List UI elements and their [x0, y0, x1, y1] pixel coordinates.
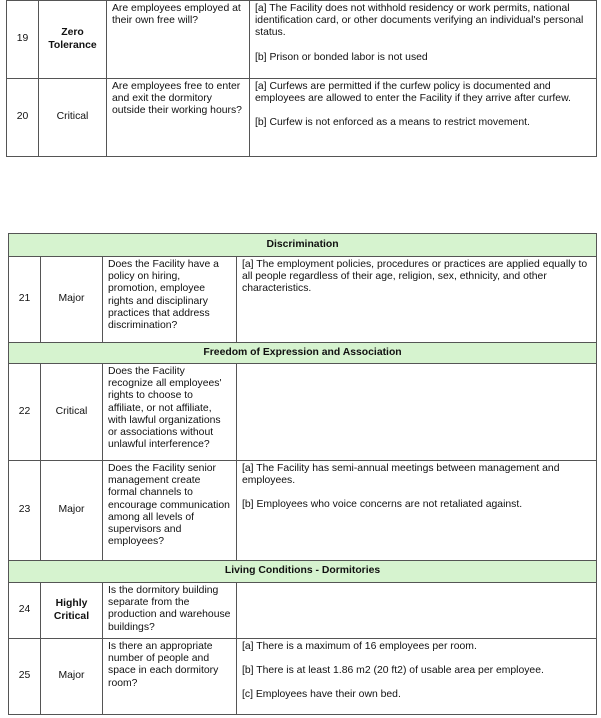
criteria-cell: [237, 583, 597, 639]
criteria-cell: [237, 364, 597, 461]
question-text: Does the Facility have a policy on hiring, promotion, employee rights and disciplinary practices that address discrimination?: [103, 257, 237, 343]
criteria-cell: [237, 639, 597, 715]
section-title-discrimination: Discrimination: [9, 234, 597, 257]
table-row: [9, 461, 597, 561]
question-text: Does the Facility recognize all employees' rights to choose to affiliate, or not affiliate, with lawful organizations or associations without unlawful interference?: [103, 364, 237, 461]
row-number: 24: [9, 583, 41, 639]
criteria-item: [c] Employees have their own bed.: [242, 689, 401, 701]
severity-level: Critical: [41, 364, 103, 461]
question-text: Are employees employed at their own free will?: [107, 1, 250, 79]
table-row: [9, 257, 597, 343]
section-header-row: [9, 561, 597, 583]
row-number: 22: [9, 364, 41, 461]
section-header-row: [9, 343, 597, 364]
question-text: Is the dormitory building separate from the production and warehouse buildings?: [103, 583, 237, 639]
severity-level: Critical: [39, 79, 107, 157]
severity-level: Highly Critical: [41, 583, 103, 639]
criteria-item: [b] There is at least 1.86 m2 (20 ft2) of usable area per employee.: [242, 665, 544, 677]
criteria-cell: [250, 79, 597, 157]
question-text: Does the Facility senior management create formal channels to encourage communication among all levels of supervisors and employees?: [103, 461, 237, 561]
section-title-freedom-of-expression: Freedom of Expression and Association: [9, 343, 597, 364]
requirements-table-bottom: [8, 233, 597, 715]
criteria-item: [a] The Facility does not withhold residency or work permits, national identification card, or other documents verifying an individual's personal status.: [255, 3, 584, 39]
severity-level: Zero Tolerance: [39, 1, 107, 79]
criteria-cell: [250, 1, 597, 79]
question-text: Is there an appropriate number of people and space in each dormitory room?: [103, 639, 237, 715]
criteria-item: [a] There is a maximum of 16 employees per room.: [242, 641, 477, 652]
criteria-item: [a] The Facility has semi-annual meetings between management and employees.: [242, 463, 560, 487]
row-number: 19: [7, 1, 39, 79]
row-number: 21: [9, 257, 41, 343]
row-number: 20: [7, 79, 39, 157]
table-row: [9, 583, 597, 639]
severity-level: Major: [41, 639, 103, 715]
row-number: 23: [9, 461, 41, 561]
question-text: Are employees free to enter and exit the dormitory outside their working hours?: [107, 79, 250, 157]
criteria-item: [b] Prison or bonded labor is not used: [255, 51, 428, 63]
severity-level: Major: [41, 257, 103, 343]
criteria-item: [a] The employment policies, procedures or practices are applied equally to all people regardless of their age, religion, sex, ethnicity, and other characteristics.: [242, 259, 588, 295]
criteria-item: [a] Curfews are permitted if the curfew policy is documented and employees are allowed to enter the Facility if they arrive after curfew.: [255, 81, 571, 105]
table-row: [9, 364, 597, 461]
table-row: [9, 639, 597, 715]
table-row: [7, 1, 597, 79]
criteria-item: [b] Employees who voice concerns are not retaliated against.: [242, 499, 523, 511]
row-number: 25: [9, 639, 41, 715]
section-header-row: [9, 234, 597, 257]
criteria-cell: [237, 461, 597, 561]
criteria-item: [b] Curfew is not enforced as a means to restrict movement.: [255, 117, 530, 129]
severity-level: Major: [41, 461, 103, 561]
requirements-table-top: [6, 0, 597, 157]
criteria-cell: [237, 257, 597, 343]
table-row: [7, 79, 597, 157]
section-title-living-conditions: Living Conditions - Dormitories: [9, 561, 597, 583]
